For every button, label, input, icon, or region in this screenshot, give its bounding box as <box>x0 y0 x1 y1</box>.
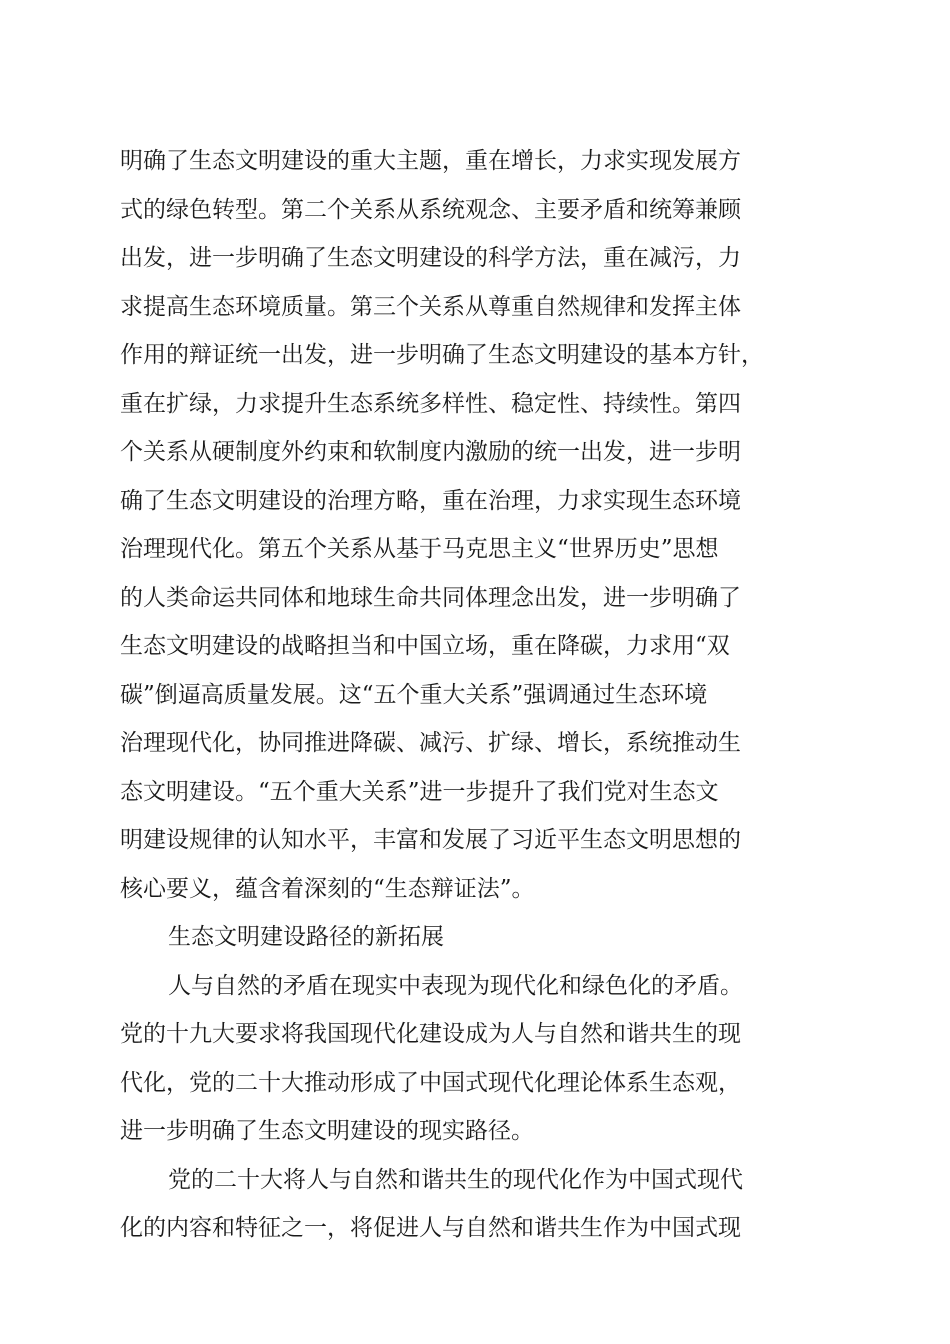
paragraph-line: 核心要义，蕴含着深刻的“生态辩证法”。 <box>120 875 535 902</box>
paragraph-line: 作用的辩证统一出发，进一步明确了生态文明建设的基本方针， <box>120 342 764 368</box>
paragraph-line: 明建设规律的认知水平，丰富和发展了习近平生态文明思想的 <box>120 827 741 853</box>
paragraph-line: 人与自然的矛盾在现实中表现为现代化和绿色化的矛盾。 <box>168 972 743 999</box>
paragraph-line: 的人类命运共同体和地球生命共同体理念出发，进一步明确了 <box>120 584 741 611</box>
section-heading: 生态文明建设路径的新拓展 <box>168 924 444 950</box>
paragraph-line: 个关系从硬制度外约束和软制度内激励的统一出发，进一步明 <box>120 439 741 465</box>
paragraph-line: 式的绿色转型。第二个关系从系统观念、主要矛盾和统筹兼顾 <box>120 196 741 223</box>
paragraph-line: 求提高生态环境质量。第三个关系从尊重自然规律和发挥主体 <box>120 293 741 320</box>
paragraph-line: 重在扩绿，力求提升生态系统多样性、稳定性、持续性。第四 <box>120 390 741 417</box>
paragraph-line: 态文明建设。“五个重大关系”进一步提升了我们党对生态文 <box>120 778 719 805</box>
paragraph-line: 出发，进一步明确了生态文明建设的科学方法，重在减污，力 <box>120 245 741 271</box>
paragraph-line: 代化，党的二十大推动形成了中国式现代化理论体系生态观， <box>120 1069 741 1096</box>
paragraph-line: 化的内容和特征之一，将促进人与自然和谐共生作为中国式现 <box>120 1215 741 1241</box>
body-text <box>120 137 832 1253</box>
paragraph-line: 治理现代化，协同推进降碳、减污、扩绿、增长，系统推动生 <box>120 730 741 756</box>
paragraph-line: 明确了生态文明建设的重大主题，重在增长，力求实现发展方 <box>120 148 741 174</box>
paragraph-line: 生态文明建设的战略担当和中国立场，重在降碳，力求用“双 <box>120 633 730 659</box>
paragraph-line: 治理现代化。第五个关系从基于马克思主义“世界历史”思想 <box>120 536 719 562</box>
paragraph-line: 碳”倒逼高质量发展。这“五个重大关系”强调通过生态环境 <box>120 681 708 708</box>
paragraph-line: 党的二十大将人与自然和谐共生的现代化作为中国式现代 <box>168 1166 743 1193</box>
paragraph-line: 进一步明确了生态文明建设的现实路径。 <box>120 1118 534 1144</box>
paragraph-line: 党的十九大要求将我国现代化建设成为人与自然和谐共生的现 <box>120 1021 741 1047</box>
paragraph-line: 确了生态文明建设的治理方略，重在治理，力求实现生态环境 <box>120 487 741 514</box>
